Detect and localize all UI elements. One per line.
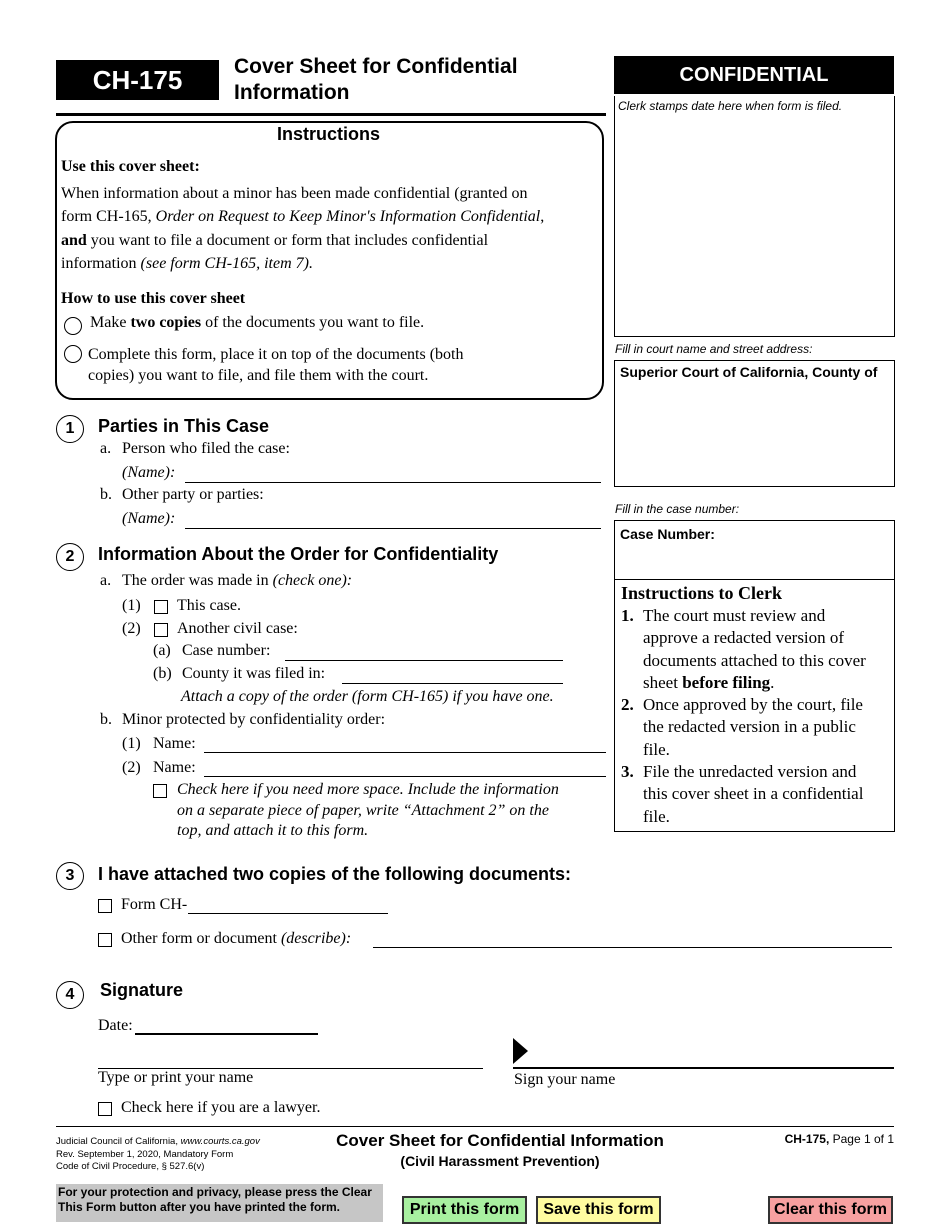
section-1-title: Parties in This Case (98, 416, 270, 436)
another-case-label: Another civil case: (177, 620, 298, 637)
print-form-button[interactable]: Print this form (402, 1196, 527, 1224)
section-1-number: 1 (56, 415, 84, 443)
other-document-checkbox[interactable] (98, 933, 112, 947)
court-name-label: Superior Court of California, County of (620, 364, 878, 380)
item-2a-text: The order was made in (check one): (122, 572, 353, 589)
section-4-title: Signature (100, 980, 184, 1000)
item-1b-letter: b. (100, 486, 112, 503)
instructions-title: Instructions (276, 124, 380, 144)
lawyer-label: Check here if you are a lawyer. (121, 1099, 321, 1116)
date-label: Date: (98, 1017, 133, 1034)
section-4-number: 4 (56, 981, 84, 1009)
item-1b-text: Other party or parties: (122, 486, 264, 503)
other-case-number-field[interactable] (285, 660, 563, 661)
other-party-name-field[interactable] (185, 528, 601, 529)
date-field[interactable] (135, 1033, 318, 1035)
clerk-stamp-box (614, 96, 895, 337)
confidential-banner: CONFIDENTIAL (614, 56, 894, 94)
clerk-stamp-caption: Clerk stamps date here when form is filed. (618, 99, 843, 113)
minor-2-number: (2) (122, 759, 141, 776)
step1-text: Make two copies of the documents you want to file. (90, 314, 425, 331)
sub-b-number: (b) (153, 665, 172, 682)
minor-1-number: (1) (122, 735, 141, 752)
section-2-number: 2 (56, 543, 84, 571)
item-2a-letter: a. (100, 572, 112, 589)
item-1a-letter: a. (100, 440, 112, 457)
step2-circle-icon (64, 345, 82, 363)
sign-name-label: Sign your name (514, 1071, 616, 1088)
privacy-notice: For your protection and privacy, please press the Clear This Form button after you have printed the form. (56, 1184, 383, 1222)
section-3-number: 3 (56, 862, 84, 890)
item-1b-name-label: (Name): (122, 510, 176, 527)
save-form-button[interactable]: Save this form (536, 1196, 661, 1224)
item-1a-name-label: (Name): (122, 464, 176, 481)
step1-circle-icon (64, 317, 82, 335)
clerk-item-2: 2. Once approved by the court, file the redacted version in a public file. (621, 695, 863, 759)
more-space-note: Check here if you need more space. Include the information on a separate piece of paper, write “Attachment 2” on the top, and attach it to this form. (177, 781, 559, 839)
step2-text: Complete this form, place it on top of the documents (both copies) you want to file, and file them with the court. (88, 346, 464, 384)
footer-subtitle: (Civil Harassment Prevention) (400, 1153, 600, 1169)
header-rule (56, 113, 606, 116)
petitioner-name-field[interactable] (185, 482, 601, 483)
use-heading: Use this cover sheet: (61, 158, 200, 175)
case-number-label: Case number: (182, 642, 271, 659)
sign-here-arrow-icon (513, 1038, 529, 1064)
form-number-badge (56, 60, 219, 100)
section-3-title: I have attached two copies of the following documents: (98, 864, 572, 884)
another-case-checkbox[interactable] (154, 623, 168, 637)
clerk-instructions-box (614, 579, 895, 832)
footer-citation: Judicial Council of California, www.courts.ca.gov Rev. September 1, 2020, Mandatory Form Code of Civil Procedure, § 527.6(v) (56, 1136, 260, 1172)
item-1a-text: Person who filed the case: (122, 440, 290, 457)
more-space-checkbox[interactable] (153, 784, 167, 798)
clerk-item-3: 3. File the unredacted version and this cover sheet in a confidential file. (621, 762, 864, 826)
footer-page-number: CH-175, Page 1 of 1 (784, 1132, 894, 1146)
county-field[interactable] (342, 683, 563, 684)
item-2b-letter: b. (100, 711, 112, 728)
minor-1-name-field[interactable] (204, 752, 606, 753)
clerk-item-1: 1. The court must review and approve a redacted version of documents attached to this cover sheet before filing. (621, 606, 866, 692)
minor-1-label: Name: (153, 735, 196, 752)
minor-2-label: Name: (153, 759, 196, 776)
instructions-body: Use this cover sheet: When information about a minor has been made confidential (granted on form CH-165, Order on Request to Keep Minor's Information Confidential, and you want to file a document or form that includes confidential information (see form CH-165, item 7). (61, 155, 596, 276)
clerk-instructions-list (621, 605, 866, 828)
other-document-field[interactable] (373, 947, 892, 948)
how-heading: How to use this cover sheet (61, 290, 246, 307)
court-name-box[interactable] (614, 360, 895, 487)
case-caption: Fill in the case number: (615, 502, 740, 516)
clear-form-button[interactable]: Clear this form (768, 1196, 893, 1224)
other-document-label: Other form or document (describe): (121, 930, 352, 947)
form-ch-label: Form CH- (121, 896, 188, 913)
section-2-title: Information About the Order for Confidentiality (98, 544, 499, 564)
form-ch-number-field[interactable] (188, 913, 388, 914)
footer-rule (56, 1126, 894, 1127)
signature-field[interactable] (513, 1067, 894, 1069)
sub-a-number: (a) (153, 642, 171, 659)
case-number-box[interactable] (614, 520, 895, 580)
clerk-instructions-title: Instructions to Clerk (621, 583, 782, 603)
footer-title: Cover Sheet for Confidential Information (336, 1131, 664, 1150)
this-case-label: This case. (177, 597, 241, 614)
county-label: County it was filed in: (182, 665, 326, 682)
print-name-label: Type or print your name (98, 1069, 254, 1086)
this-case-checkbox[interactable] (154, 600, 168, 614)
form-number: CH-175 (92, 64, 183, 95)
attach-order-note: Attach a copy of the order (form CH-165) if you have one. (181, 688, 554, 705)
minor-2-name-field[interactable] (204, 776, 606, 777)
form-title: Cover Sheet for Confidential Information (234, 55, 518, 104)
lawyer-checkbox[interactable] (98, 1102, 112, 1116)
court-caption: Fill in court name and street address: (615, 342, 813, 356)
case-number-label: Case Number: (620, 526, 715, 542)
option-1-number: (1) (122, 597, 141, 614)
item-2b-text: Minor protected by confidentiality order: (122, 711, 386, 728)
option-2-number: (2) (122, 620, 141, 637)
form-ch-checkbox[interactable] (98, 899, 112, 913)
